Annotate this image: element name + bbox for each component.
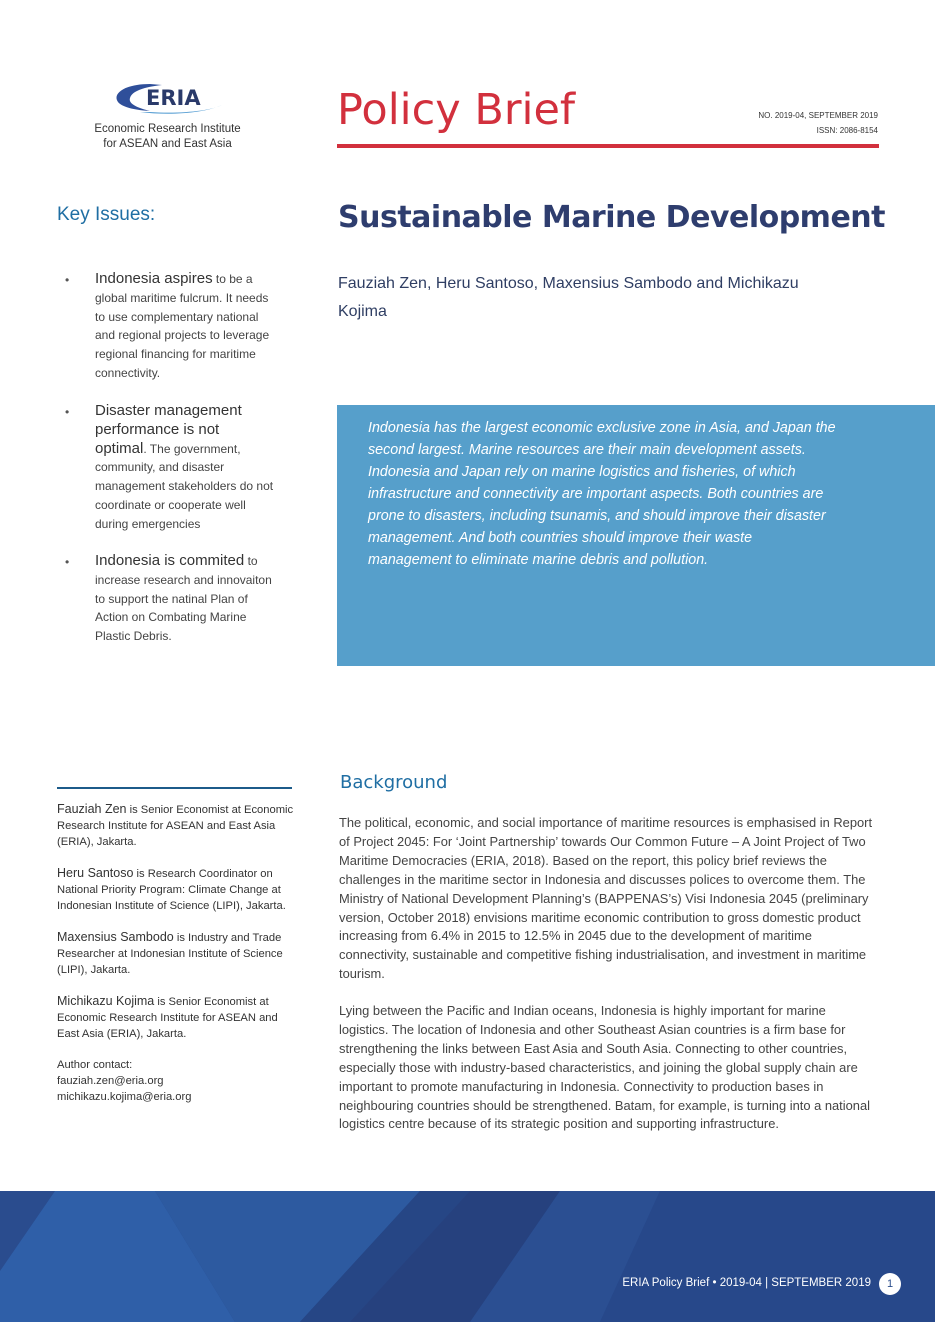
key-issue-lead: Disaster management performance is not optimal xyxy=(95,402,242,457)
key-issue-item xyxy=(65,270,275,383)
contact-email[interactable]: fauziah.zen@eria.org xyxy=(57,1074,164,1087)
author-contact xyxy=(57,1058,297,1105)
author-bios xyxy=(57,802,297,1105)
organization-name xyxy=(60,122,275,152)
key-issue-text: . The government, community, and disaster management stakeholders do not coordinate or cooperate well during emergencies xyxy=(95,441,274,531)
author-name: Heru Santoso xyxy=(57,865,134,880)
author-role: is Senior Economist at Economic Research Institute for ASEAN and East Asia (ERIA), Jakarta. xyxy=(57,804,294,848)
key-issues-heading: Key Issues: xyxy=(57,204,156,225)
body-paragraph: The political, economic, and social importance of maritime resources is emphasised in Report of Project 2045: For ‘Joint Partnership’ towards Our Common Future – A Joint Project of Two Maritime Democracies (ERIA, 2018). Based on the report, this policy brief reviews the challenges in the maritime sector in Indonesia and discusses polices to overcome them. The Ministry of National Development Planning’s (BAPPENAS’s) Visi Indonesia 2045 (preliminary version, October 2018) envisions maritime economic contribution to gross domestic product increasing from 6.4% in 2015 to 12.5% in 2045 due to the development of maritime connectivity, sustainable and competitive fishing industrialisation, and investment in maritime tourism. xyxy=(339,815,873,982)
author-name: Michikazu Kojima xyxy=(57,993,155,1008)
key-issue-item xyxy=(65,552,275,646)
key-issue-lead: Indonesia is commited xyxy=(95,552,245,569)
page-number: 1 xyxy=(879,1273,901,1295)
author-list: Fauziah Zen, Heru Santoso, Maxensius Sambodo and Michikazu Kojima xyxy=(338,275,799,320)
bullet-icon: • xyxy=(65,405,70,419)
organization-name-line2: for ASEAN and East Asia xyxy=(103,138,232,150)
author-bio xyxy=(57,930,297,978)
section-heading-background: Background xyxy=(340,772,448,793)
bullet-icon: • xyxy=(65,555,70,569)
contact-label: Author contact: xyxy=(57,1058,133,1071)
issn: ISSN: 2086-8154 xyxy=(816,126,878,135)
header-divider xyxy=(337,144,879,148)
issue-number: NO. 2019-04, SEPTEMBER 2019 xyxy=(758,111,878,120)
key-issue-lead: Indonesia aspires xyxy=(95,270,213,287)
footer-citation: ERIA Policy Brief • 2019-04 | SEPTEMBER 2019 xyxy=(622,1277,871,1289)
author-bio xyxy=(57,866,297,914)
footer-band xyxy=(0,1191,935,1322)
author-bio xyxy=(57,802,297,850)
key-issue-text: to be a global maritime fulcrum. It needs to use complementary national and regional projects to leverage regional financing for maritime connectivity. xyxy=(95,272,270,380)
author-role: is Senior Economist at Economic Research Institute for ASEAN and East Asia (ERIA), Jakarta. xyxy=(57,995,278,1040)
bio-divider xyxy=(57,787,292,789)
eria-logo xyxy=(110,78,225,120)
footer-pattern xyxy=(0,1191,935,1322)
author-role: is Industry and Trade Researcher at Indonesian Institute of Science (LIPI), Jakarta. xyxy=(57,931,283,976)
key-issue-item xyxy=(65,402,275,534)
author-bio xyxy=(57,994,297,1042)
logo-text: ERIA xyxy=(146,86,201,110)
abstract-box xyxy=(337,405,935,666)
abstract-text: Indonesia has the largest economic exclusive zone in Asia, and Japan the second largest. Marine resources are their main development assets. Indonesia and Japan rely on marine logistics and fisheries, of which infrastructure and connectivity are important aspects. Both countries are prone to disasters, including tsunamis, and should improve their disaster management. And both countries should improve their waste management to eliminate marine debris and pollution. xyxy=(368,420,836,568)
document-title: Sustainable Marine Development xyxy=(338,200,885,235)
series-title: Policy Brief xyxy=(337,85,576,135)
author-name: Fauziah Zen xyxy=(57,802,127,816)
bullet-icon: • xyxy=(65,273,70,287)
contact-email[interactable]: michikazu.kojima@eria.org xyxy=(57,1090,192,1103)
body-paragraph: Lying between the Pacific and Indian oceans, Indonesia is highly important for marine logistics. The location of Indonesia and other Southeast Asian countries is a firm base for strengthening the links between East Asia and South Asia. Connecting to other countries, especially those with industry-based characteristics, and joining the global supply chain are important to promote manufacturing in Indonesia. Connectivity to production bases in neighbouring countries should be strengthened. Batam, for example, is turning into a national logistics centre because of its strategic position and supporting infrastructure. xyxy=(339,1003,871,1132)
key-issue-text: to increase research and innovaiton to support the natinal Plan of Action on Combating Marine Plastic Debris. xyxy=(95,554,272,644)
eria-swoosh-icon xyxy=(110,78,225,120)
issue-info xyxy=(690,108,878,138)
author-role: is Research Coordinator on National Priority Program: Climate Change at Indonesian Institute of Science (LIPI), Jakarta. xyxy=(57,867,286,912)
organization-name-line1: Economic Research Institute xyxy=(94,123,241,135)
author-name: Maxensius Sambodo xyxy=(57,929,174,944)
